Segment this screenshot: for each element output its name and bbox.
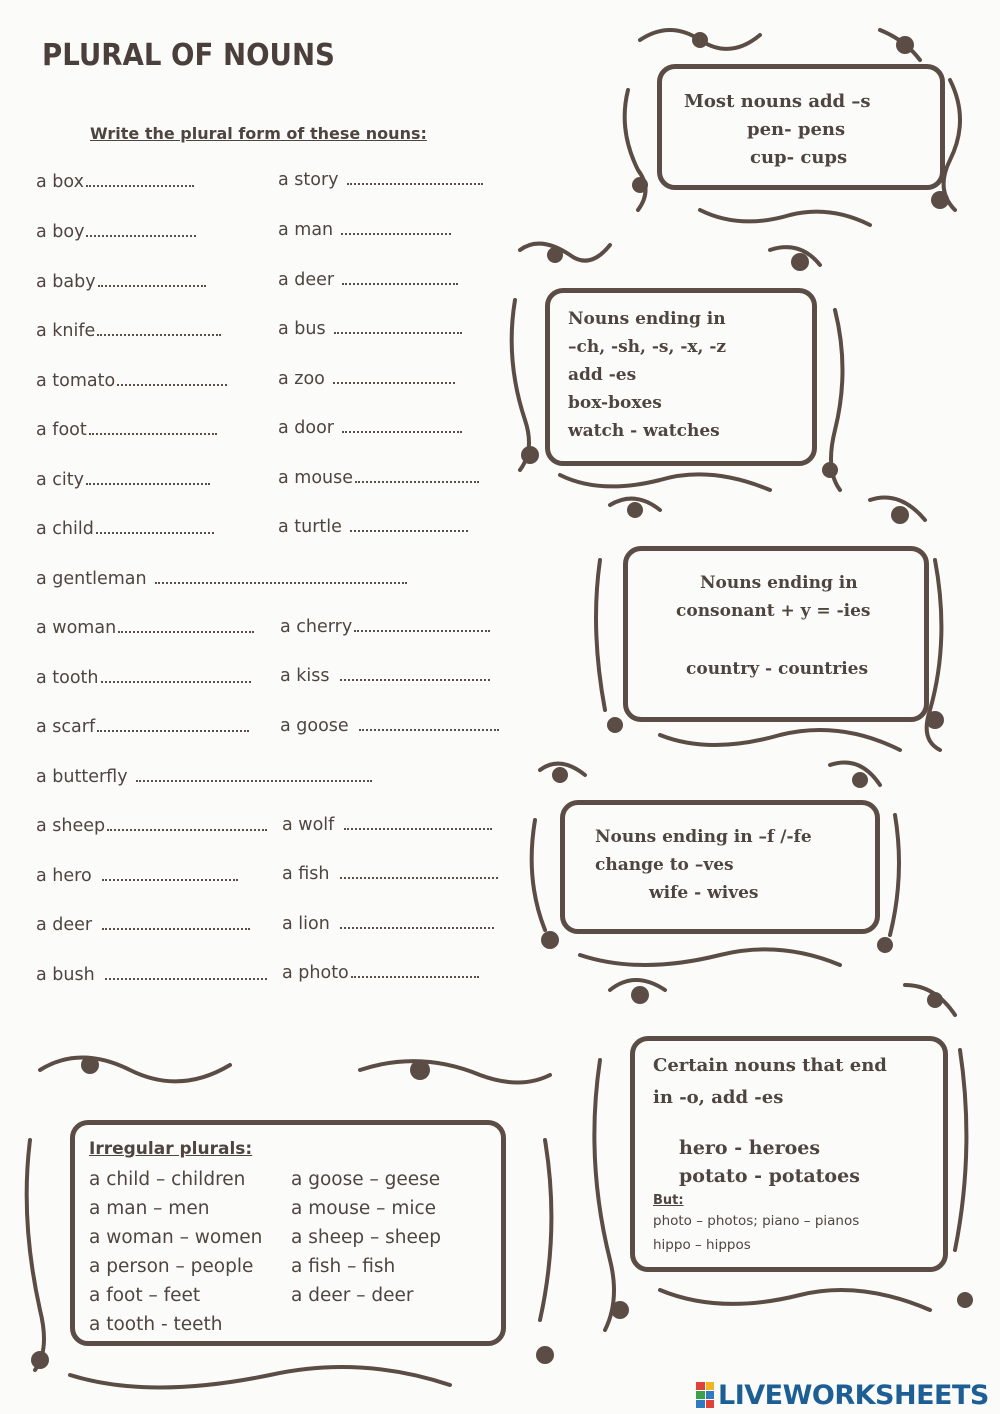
exercise-item: a city — [36, 470, 210, 490]
exercise-item: a goose — [280, 716, 499, 736]
answer-blank[interactable] — [102, 918, 250, 930]
answer-blank[interactable] — [97, 324, 221, 336]
exercise-item: a tomato — [36, 371, 227, 391]
exercise-item: a deer — [36, 915, 250, 935]
instruction-text: Write the plural form of these nouns: — [90, 124, 427, 143]
exercise-item: a gentleman — [36, 569, 407, 589]
exercise-item: a deer — [278, 270, 458, 290]
answer-blank[interactable] — [86, 225, 196, 237]
answer-blank[interactable] — [359, 719, 499, 731]
answer-blank[interactable] — [342, 421, 462, 433]
answer-blank[interactable] — [118, 621, 254, 633]
exercise-item: a turtle — [278, 517, 468, 537]
irregular-item: a goose – geese — [291, 1169, 441, 1190]
irregular-item: a sheep – sheep — [291, 1227, 441, 1248]
rule-box-add-s — [657, 64, 945, 190]
answer-blank[interactable] — [101, 671, 251, 683]
answer-blank[interactable] — [98, 275, 206, 287]
exercise-item: a fish — [282, 864, 498, 884]
answer-blank[interactable] — [334, 322, 462, 334]
exercise-item: a door — [278, 418, 462, 438]
rule-box-ves — [560, 800, 880, 934]
rule-heading: Nouns ending in — [568, 309, 726, 329]
answer-blank[interactable] — [86, 175, 194, 187]
answer-blank[interactable] — [97, 720, 249, 732]
irregular-heading: Irregular plurals: — [89, 1139, 253, 1159]
exercise-item: a foot — [36, 420, 217, 440]
answer-blank[interactable] — [355, 471, 479, 483]
exercise-item: a baby — [36, 272, 206, 292]
irregular-item: a man – men — [89, 1198, 210, 1219]
answer-blank[interactable] — [107, 819, 267, 831]
rule-heading: Most nouns add –s — [684, 91, 871, 112]
exercise-item: a story — [278, 170, 483, 190]
irregular-item: a fish – fish — [291, 1256, 396, 1277]
rule-heading: Nouns ending in — [700, 573, 858, 593]
exercise-item: a woman — [36, 618, 254, 638]
logo-text: LIVEWORKSHEETS — [718, 1379, 989, 1411]
exercise-item: a bush — [36, 965, 267, 985]
answer-blank[interactable] — [347, 173, 483, 185]
exercise-item: a tooth — [36, 668, 251, 688]
answer-blank[interactable] — [86, 473, 210, 485]
exercise-item: a box — [36, 172, 194, 192]
page-title: PLURAL OF NOUNS — [42, 38, 335, 73]
answer-blank[interactable] — [340, 867, 498, 879]
rule-example: wife - wives — [649, 883, 759, 903]
rule-text: add -es — [568, 365, 637, 385]
answer-blank[interactable] — [136, 770, 372, 782]
irregular-item: a deer – deer — [291, 1285, 414, 1306]
logo-mark-icon — [696, 1382, 714, 1408]
answer-blank[interactable] — [342, 273, 458, 285]
answer-blank[interactable] — [341, 223, 451, 235]
irregular-item: a tooth - teeth — [89, 1314, 223, 1335]
irregular-item: a mouse – mice — [291, 1198, 437, 1219]
liveworksheets-logo[interactable] — [696, 1380, 989, 1410]
answer-blank[interactable] — [96, 522, 214, 534]
rule-text: consonant + y = -ies — [676, 601, 871, 621]
exercise-item: a butterfly — [36, 767, 372, 787]
exercise-item: a bus — [278, 319, 462, 339]
answer-blank[interactable] — [350, 520, 468, 532]
answer-blank[interactable] — [340, 669, 490, 681]
rule-example: hero - heroes — [679, 1137, 821, 1159]
exercise-item: a kiss — [280, 666, 490, 686]
rule-box-o-es — [630, 1036, 948, 1272]
irregular-item: a person – people — [89, 1256, 254, 1277]
answer-blank[interactable] — [102, 869, 238, 881]
rule-example: watch - watches — [568, 421, 720, 441]
answer-blank[interactable] — [354, 620, 490, 632]
answer-blank[interactable] — [89, 423, 217, 435]
rule-heading: in -o, add -es — [653, 1087, 784, 1108]
rule-example: pen- pens — [747, 119, 846, 140]
exercise-item: a wolf — [282, 815, 492, 835]
answer-blank[interactable] — [351, 966, 479, 978]
rule-example: potato - potatoes — [679, 1165, 860, 1187]
exercise-item: a photo — [282, 963, 479, 983]
exercise-item: a cherry — [280, 617, 490, 637]
rule-note: hippo – hippos — [653, 1237, 751, 1253]
exercise-item: a sheep — [36, 816, 267, 836]
answer-blank[interactable] — [117, 374, 227, 386]
answer-blank[interactable] — [340, 917, 494, 929]
answer-blank[interactable] — [155, 572, 407, 584]
rule-box-ies — [623, 546, 929, 722]
rule-example: box-boxes — [568, 393, 662, 413]
irregular-item: a woman – women — [89, 1227, 263, 1248]
exercise-item: a knife — [36, 321, 221, 341]
exercise-item: a mouse — [278, 468, 479, 488]
exercise-item: a zoo — [278, 369, 455, 389]
rule-text: –ch, -sh, -s, -x, -z — [568, 337, 727, 357]
exercise-item: a boy — [36, 222, 196, 242]
rule-box-add-es — [545, 288, 817, 466]
rule-heading: Certain nouns that end — [653, 1055, 887, 1076]
rule-example: country - countries — [686, 659, 869, 679]
rule-note-label: But: — [653, 1193, 684, 1208]
rule-note: photo – photos; piano – pianos — [653, 1213, 860, 1229]
exercise-item: a child — [36, 519, 214, 539]
irregular-item: a foot – feet — [89, 1285, 201, 1306]
rule-heading: Nouns ending in –f /-fe — [595, 827, 812, 847]
irregular-item: a child – children — [89, 1169, 246, 1190]
exercise-item: a hero — [36, 866, 238, 886]
exercise-item: a lion — [282, 914, 494, 934]
answer-blank[interactable] — [105, 968, 267, 980]
rule-text: change to –ves — [595, 855, 734, 875]
irregular-plurals-box — [70, 1120, 506, 1346]
answer-blank[interactable] — [344, 818, 492, 830]
exercise-item: a scarf — [36, 717, 249, 737]
exercise-item: a man — [278, 220, 451, 240]
answer-blank[interactable] — [333, 372, 455, 384]
rule-example: cup- cups — [750, 147, 848, 168]
